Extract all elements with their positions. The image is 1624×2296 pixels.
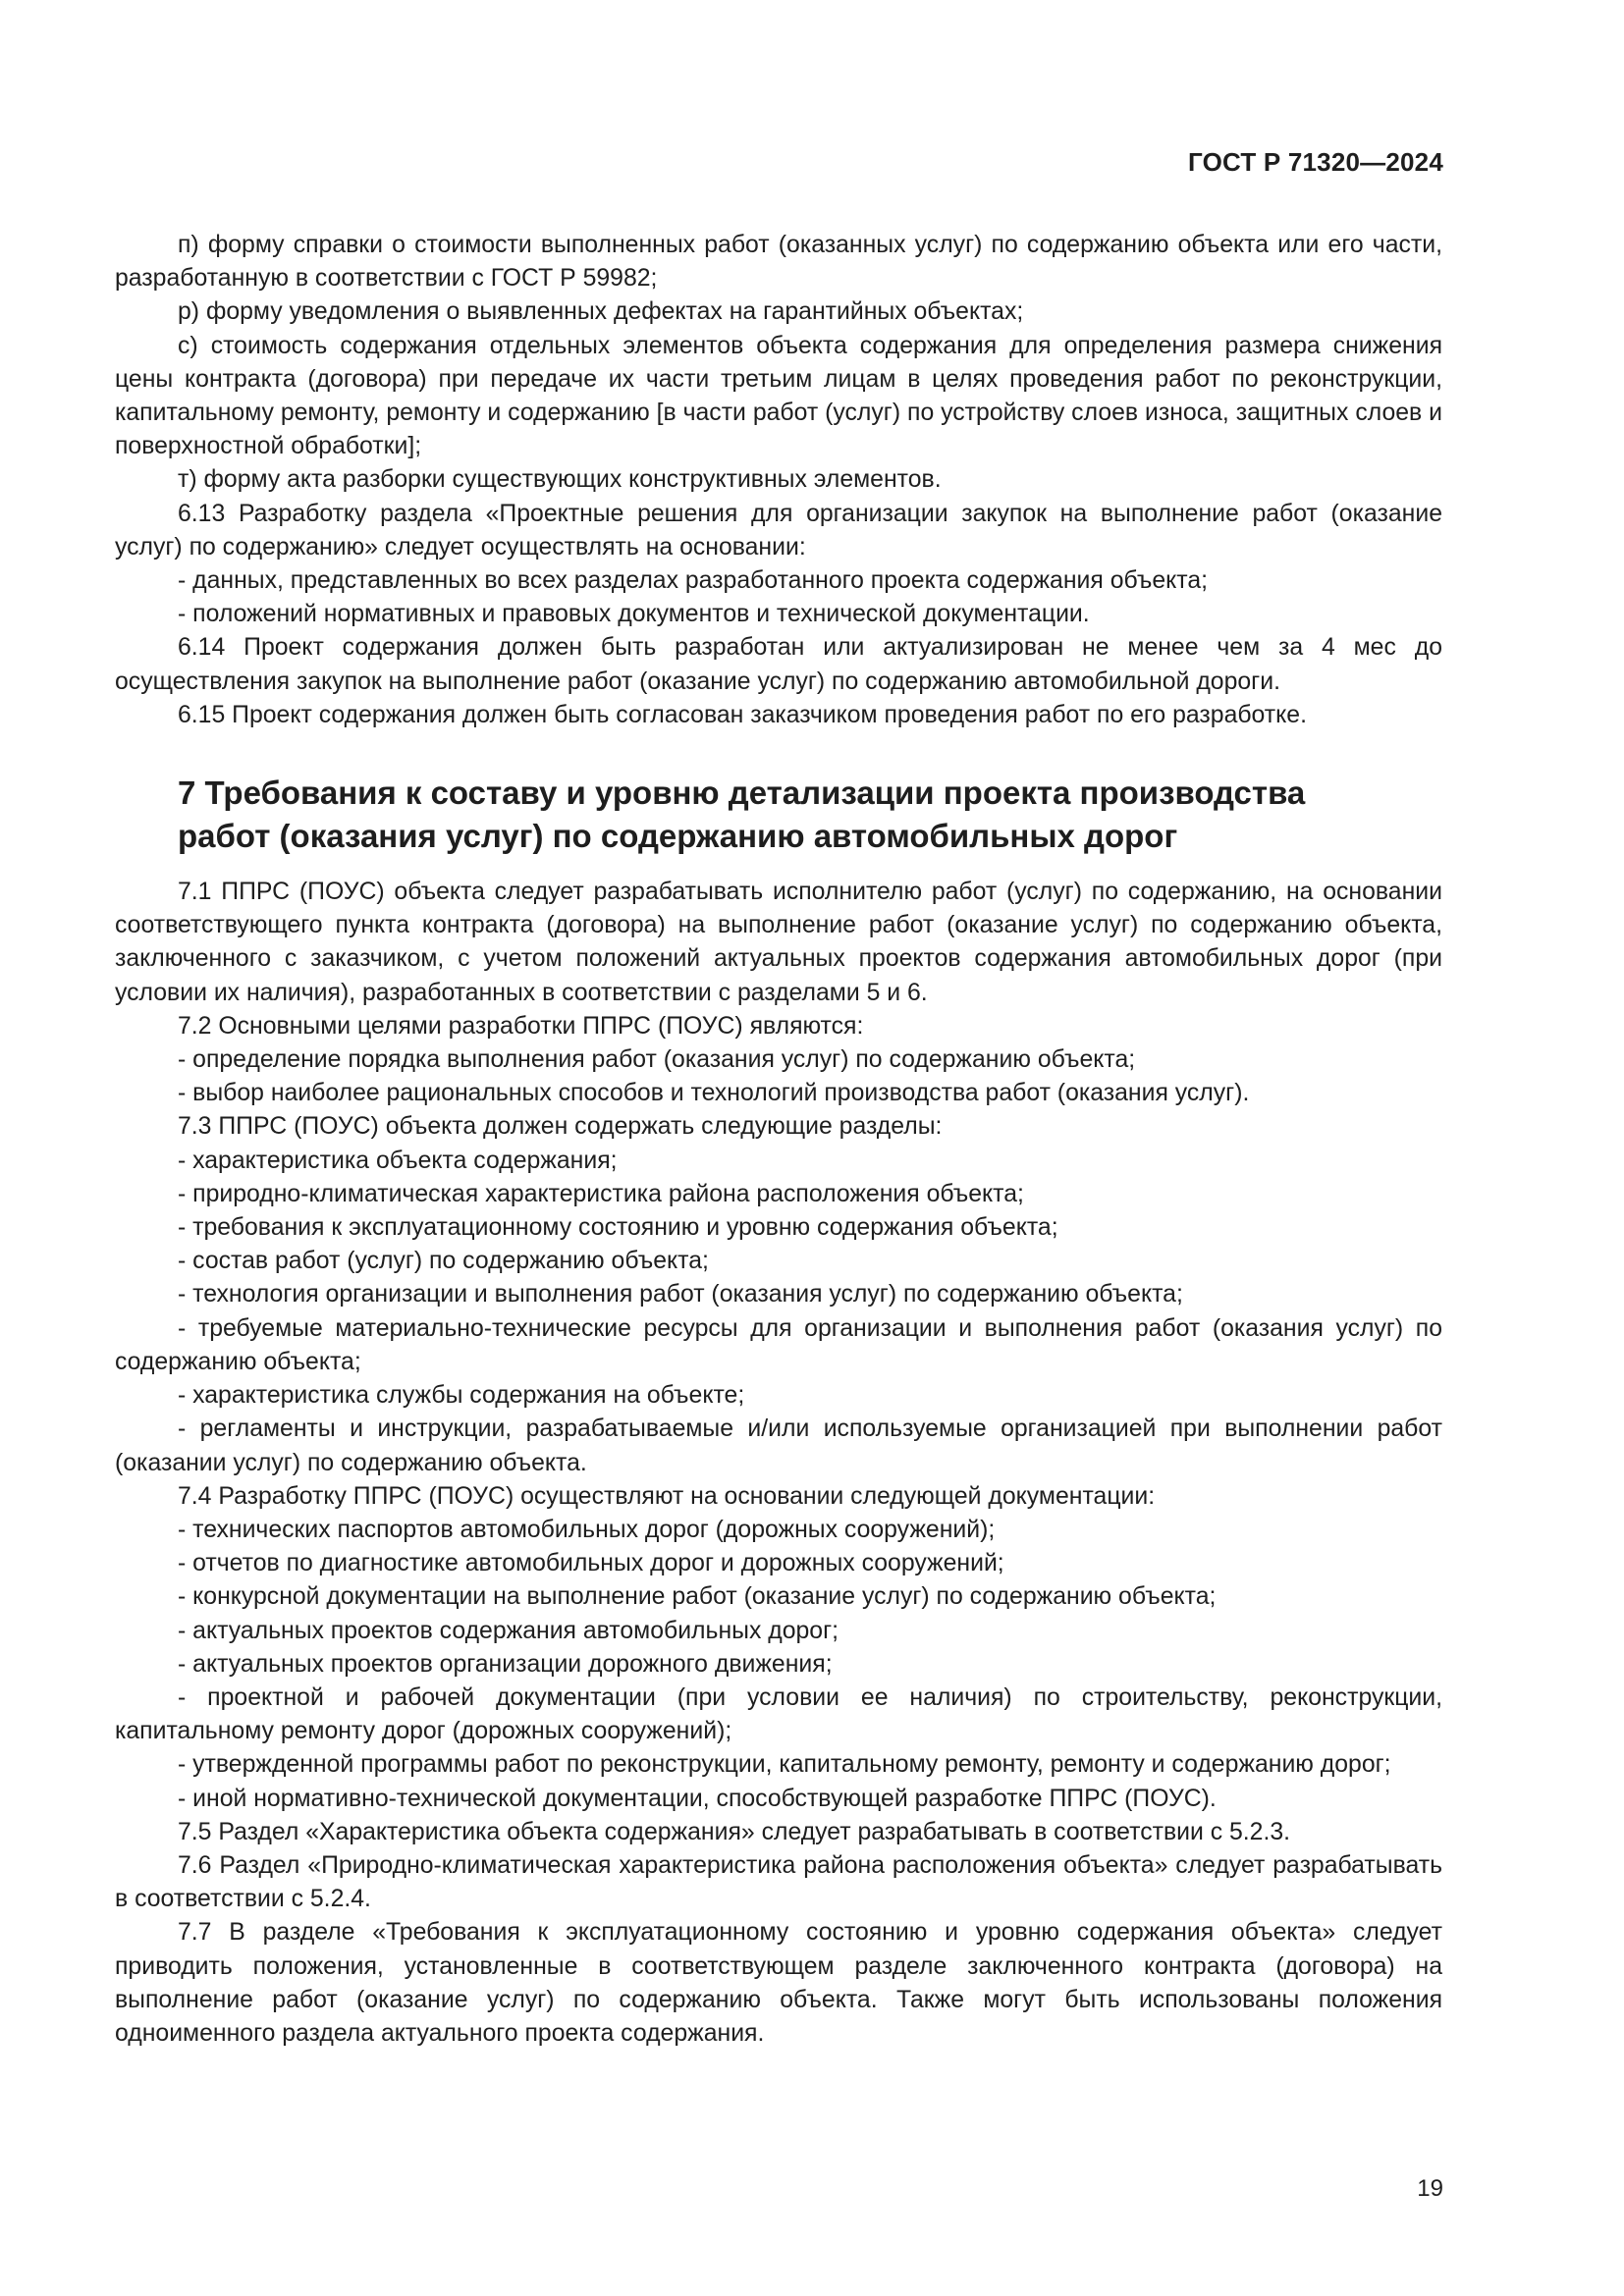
bullet-item: - проектной и рабочей документации (при условии ее наличия) по строительству, реконструкции, капитальному ремонту дорог (дорожных сооружений);: [115, 1683, 1442, 1745]
clause-7-3: 7.3 ППРС (ПОУС) объекта должен содержать следующие разделы:: [178, 1113, 943, 1141]
bullet-item: - выбор наиболее рациональных способов и технологий производства работ (оказания услуг).: [178, 1080, 1250, 1107]
clause-6-13: 6.13 Разработку раздела «Проектные решения для организации закупок на выполнение работ (оказание услуг) по содержанию» следует осуществлять на основании:: [115, 500, 1442, 561]
section-7-heading-line-2: работ (оказания услуг) по содержанию автомобильных дорог: [178, 818, 1178, 855]
bullet-item: - определение порядка выполнения работ (оказания услуг) по содержанию объекта;: [178, 1046, 1136, 1074]
list-item-s: с) стоимость содержания отдельных элементов объекта содержания для определения размера снижения цены контракта (договора) при передаче их части третьим лицам в целях проведения работ по реконструкции, капитальному ремонту, ремонту и содержанию [в части работ (услуг) по устройству слоев износа, защитных слоев и поверхностной обработки];: [115, 332, 1442, 460]
bullet-item: - данных, представленных во всех разделах разработанного проекта содержания объекта;: [178, 567, 1209, 595]
document-code-header: ГОСТ Р 71320—2024: [1188, 147, 1443, 177]
bullet-item: - конкурсной документации на выполнение работ (оказание услуг) по содержанию объекта;: [178, 1583, 1217, 1611]
clause-7-4: 7.4 Разработку ППРС (ПОУС) осуществляют на основании следующей документации:: [178, 1482, 1156, 1510]
bullet-item: - отчетов по диагностике автомобильных дорог и дорожных сооружений;: [178, 1550, 1004, 1577]
bullet-item: - регламенты и инструкции, разрабатываемые и/или используемые организацией при выполнении работ (оказании услуг) по содержанию объекта.: [115, 1415, 1442, 1476]
bullet-item: - актуальных проектов организации дорожного движения;: [178, 1650, 833, 1678]
bullet-item: - природно-климатическая характеристика района расположения объекта;: [178, 1180, 1024, 1207]
clause-6-15: 6.15 Проект содержания должен быть согласован заказчиком проведения работ по его разработке.: [178, 701, 1307, 728]
bullet-item: - актуальных проектов содержания автомобильных дорог;: [178, 1617, 839, 1644]
page-body: [115, 229, 1442, 2051]
bullet-item: - иной нормативно-технической документации, способствующей разработке ППРС (ПОУС).: [178, 1785, 1217, 1812]
bullet-item: - положений нормативных и правовых документов и технической документации.: [178, 601, 1090, 628]
bullet-item: - технология организации и выполнения работ (оказания услуг) по содержанию объекта;: [178, 1281, 1183, 1308]
bullet-item: - характеристика объекта содержания;: [178, 1147, 618, 1174]
bullet-item: - утвержденной программы работ по реконструкции, капитальному ремонту, ремонту и содержанию дорог;: [178, 1751, 1391, 1779]
bullet-item: - технических паспортов автомобильных дорог (дорожных сооружений);: [178, 1516, 996, 1543]
clause-6-14: 6.14 Проект содержания должен быть разработан или актуализирован не менее чем за 4 мес до осуществления закупок на выполнение работ (оказание услуг) по содержанию автомобильной дороги.: [115, 634, 1442, 695]
bullet-item: - требования к эксплуатационному состоянию и уровню содержания объекта;: [178, 1214, 1058, 1242]
clause-7-6: 7.6 Раздел «Природно-климатическая характеристика района расположения объекта» следует разрабатывать в соответствии с 5.2.4.: [115, 1851, 1442, 1913]
list-item-p: п) форму справки о стоимости выполненных работ (оказанных услуг) по содержанию объекта или его части, разработанную в соответствии с ГОСТ Р 59982;: [115, 232, 1442, 293]
page-number: 19: [1417, 2175, 1443, 2202]
bullet-item: - характеристика службы содержания на объекте;: [178, 1382, 745, 1410]
section-7-heading: [115, 772, 1442, 858]
clause-7-2: 7.2 Основными целями разработки ППРС (ПОУС) являются:: [178, 1012, 864, 1040]
clause-7-7: 7.7 В разделе «Требования к эксплуатационному состоянию и уровню содержания объекта» следует приводить положения, установленные в соответствующем разделе заключенного контракта (договора) на выполнение работ (оказание услуг) по содержанию объекта. Также могут быть использованы положения одноименного раздела актуального проекта содержания.: [115, 1919, 1442, 2047]
list-item-t: т) форму акта разборки существующих конструктивных элементов.: [178, 466, 942, 494]
clause-7-5: 7.5 Раздел «Характеристика объекта содержания» следует разрабатывать в соответствии с 5.2.3.: [178, 1818, 1291, 1845]
bullet-item: - требуемые материально-технические ресурсы для организации и выполнения работ (оказания услуг) по содержанию объекта;: [115, 1314, 1442, 1375]
bullet-item: - состав работ (услуг) по содержанию объекта;: [178, 1248, 709, 1275]
list-item-r: р) форму уведомления о выявленных дефектах на гарантийных объектах;: [178, 298, 1024, 326]
section-7-heading-line-1: 7 Требования к составу и уровню детализации проекта производства: [178, 774, 1306, 812]
clause-7-1: 7.1 ППРС (ПОУС) объекта следует разрабатывать исполнителю работ (услуг) по содержанию, на основании соответствующего пункта контракта (договора) на выполнение работ (оказание услуг) по содержанию объекта, заключенного с заказчиком, с учетом положений актуальных проектов содержания автомобильных дорог (при условии их наличия), разработанных в соответствии с разделами 5 и 6.: [115, 879, 1442, 1006]
